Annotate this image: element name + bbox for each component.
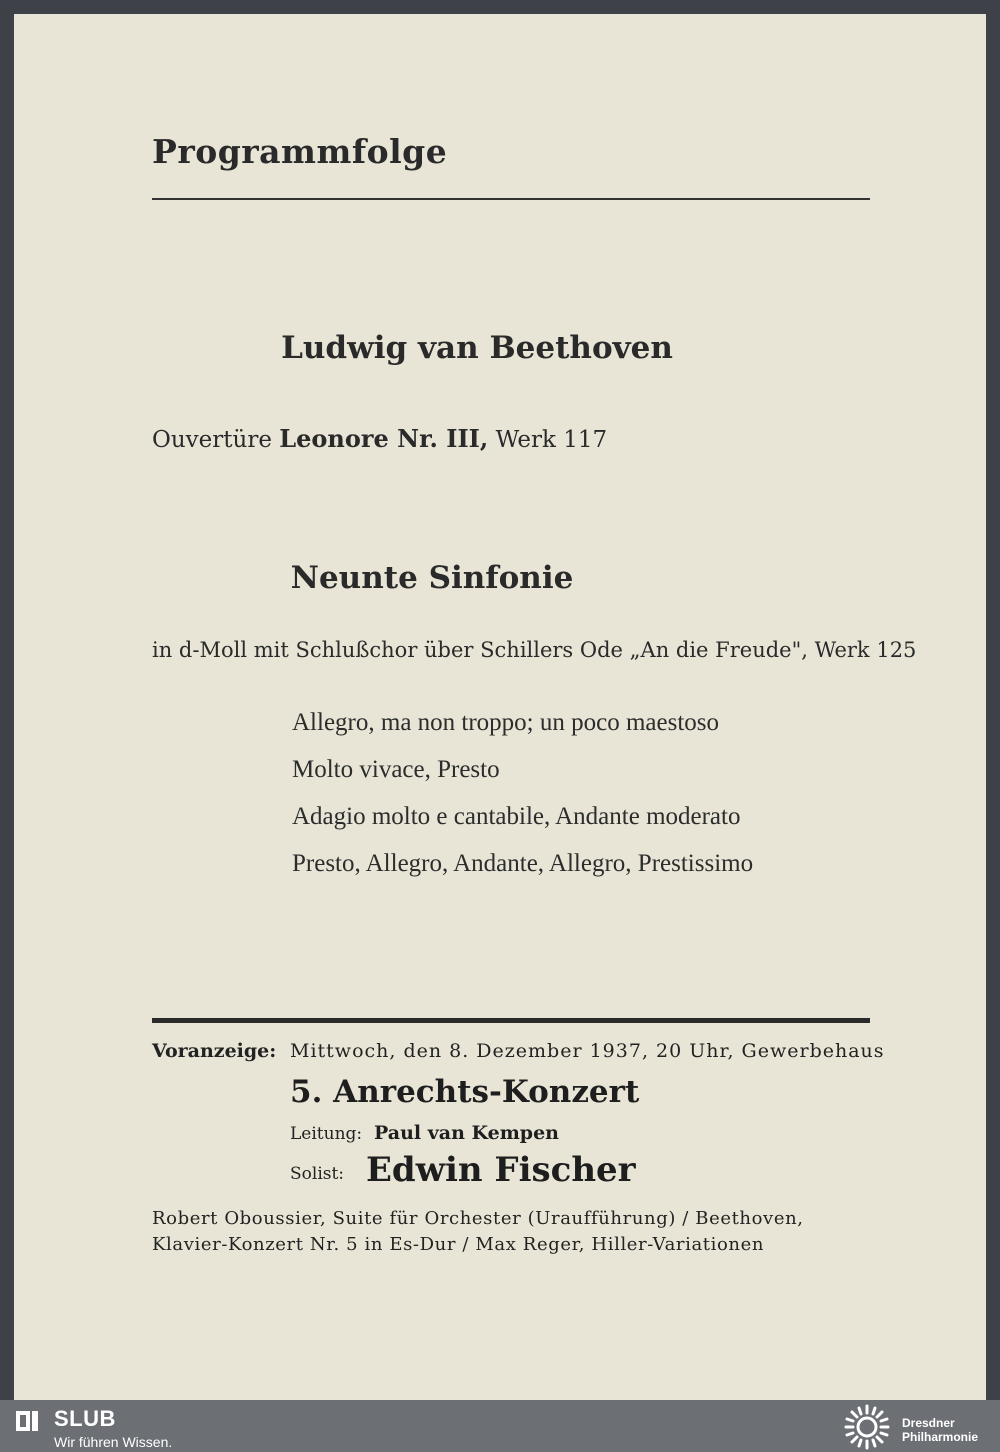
conductor-name: Paul van Kempen — [374, 1122, 559, 1144]
announcement-date: Mittwoch, den 8. Dezember 1937, 20 Uhr, Gewerbehaus — [290, 1040, 885, 1062]
overture-line — [152, 424, 607, 453]
composer-name: Ludwig van Beethoven — [281, 330, 673, 366]
symphony-subtitle: in d-Moll mit Schlußchor über Schillers Ode „An die Freude", Werk 125 — [152, 638, 917, 662]
philharmonie-name-line1: Dresdner — [902, 1416, 955, 1430]
announcement-rule — [152, 1018, 870, 1023]
philharmonie-sun-logo[interactable] — [842, 1404, 892, 1450]
scan-border-right — [986, 0, 1000, 1400]
slub-name[interactable]: SLUB — [54, 1406, 116, 1431]
slub-tagline: Wir führen Wissen. — [54, 1434, 173, 1450]
concert-program-line: Robert Oboussier, Suite für Orchester (Uraufführung) / Beethoven, — [152, 1208, 804, 1229]
scan-border-left — [0, 0, 14, 1400]
heading-rule — [152, 198, 870, 200]
concert-title: 5. Anrechts-Konzert — [290, 1074, 640, 1110]
movement-item: Allegro, ma non troppo; un poco maestoso — [292, 709, 720, 736]
philharmonie-name-line2: Philharmonie — [902, 1430, 979, 1444]
conductor-label: Leitung: — [290, 1124, 363, 1144]
overture-title: Leonore Nr. III, — [279, 424, 489, 453]
overture-opus: Werk 117 — [495, 427, 608, 453]
scan-border-top — [0, 0, 1000, 14]
soloist-label: Solist: — [290, 1164, 345, 1184]
announcement-label: Voranzeige: — [152, 1040, 277, 1062]
footer-bar — [0, 1400, 1000, 1452]
page-heading: Programmfolge — [152, 132, 448, 171]
soloist-name: Edwin Fischer — [366, 1150, 636, 1190]
overture-prefix: Ouvertüre — [152, 427, 272, 453]
concert-program-line: Klavier-Konzert Nr. 5 in Es-Dur / Max Reger, Hiller-Variationen — [152, 1234, 765, 1255]
movement-item: Adagio molto e cantabile, Andante moderato — [292, 803, 741, 830]
movement-list — [292, 704, 753, 892]
slub-book-icon — [14, 1408, 40, 1434]
movement-item: Presto, Allegro, Andante, Allegro, Prestissimo — [292, 850, 754, 877]
symphony-title: Neunte Sinfonie — [290, 560, 574, 596]
movement-item: Molto vivace, Presto — [292, 756, 500, 783]
